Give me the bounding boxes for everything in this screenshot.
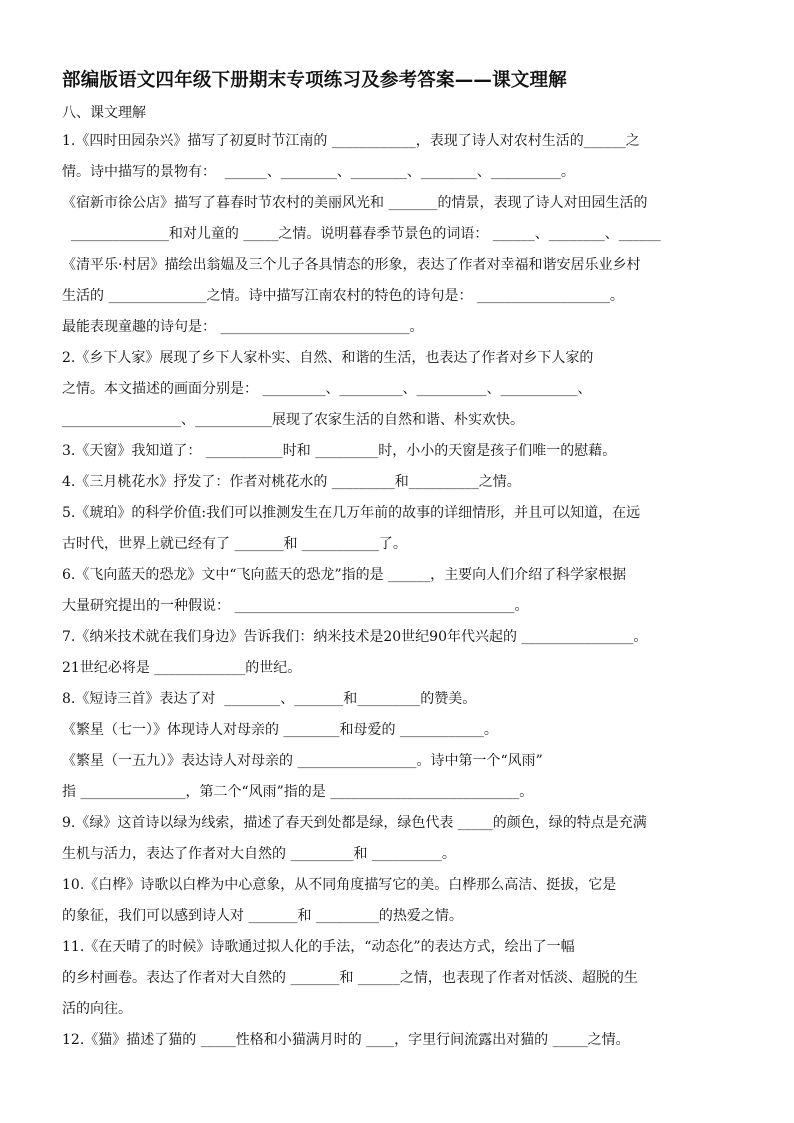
- text-line: 之情。本文描述的画面分别是： _________、_________、__________、___________、: [62, 381, 592, 397]
- text-line: ______________和对儿童的 _____之情。说明暮春季节景色的词语： ______、________、______: [62, 226, 661, 242]
- text-line: 6.《飞向蓝天的恐龙》文中“飞向蓝天的恐龙”指的是 ______，主要向人们介绍了科学家根据: [62, 567, 627, 583]
- text-line: 活的向往。: [62, 1001, 132, 1017]
- text-line: 生活的 ______________之情。诗中描写江南农村的特色的诗句是： ___________________。: [62, 288, 624, 304]
- text-line: 《清平乐·村居》描绘出翁媪及三个儿子各具情态的形象，表达了作者对幸福和谐安居乐业乡村: [62, 257, 641, 273]
- text-line: 《繁星（一五九）》表达诗人对母亲的 _________________。诗中第一个“风雨”: [62, 753, 543, 769]
- text-line: 5.《琥珀》的科学价值:我们可以推测发生在几万年前的故事的详细情形，并且可以知道，在远: [62, 505, 641, 521]
- document-page: [62, 66, 738, 1056]
- document-title: 部编版语文四年级下册期末专项练习及参考答案——课文理解: [62, 70, 567, 91]
- text-line: 古时代，世界上就已经有了 _______和 ___________了。: [62, 536, 407, 552]
- text-line: 12.《猫》描述了猫的 _____性格和小猫满月时的 ____，字里行间流露出对猫的 _____之情。: [62, 1032, 630, 1048]
- text-line: 生机与活力，表达了作者对大自然的 _________和 __________。: [62, 846, 456, 862]
- text-line: 11.《在天晴了的时候》诗歌通过拟人化的手法，“动态化”的表达方式，绘出了一幅: [62, 939, 575, 955]
- text-line: 大量研究提出的一种假说： ________________________________________。: [62, 598, 529, 614]
- text-line: 21世纪必将是 _____________的世纪。: [62, 660, 302, 676]
- text-line: 10.《白桦》诗歌以白桦为中心意象，从不同角度描写它的美。白桦那么高洁、挺拔，它是: [62, 877, 617, 893]
- text-line: 1.《四时田园杂兴》描写了初夏时节江南的 ____________，表现了诗人对农村生活的______之: [62, 133, 640, 149]
- text-line: 《宿新市徐公店》描写了暮春时节农村的美丽风光和 _______的情景，表现了诗人对田园生活的: [62, 195, 648, 211]
- text-line: _________________、___________展现了农家生活的自然和谐、朴实欢快。: [62, 412, 524, 428]
- text-line: 3.《天窗》我知道了： ___________时和 _________时，小小的天窗是孩子们唯一的慰藉。: [62, 443, 617, 459]
- text-line: 9.《绿》这首诗以绿为线索，描述了春天到处都是绿，绿色代表 _____的颜色，绿的特点是充满: [62, 815, 647, 831]
- section-heading: 八、课文理解: [62, 105, 146, 121]
- text-line: 情。诗中描写的景物有： ______、________、________、________、__________。: [62, 164, 575, 180]
- text-line: 4.《三月桃花水》抒发了：作者对桃花水的 _________和__________之情。: [62, 474, 521, 490]
- text-line: 的乡村画卷。表达了作者对大自然的 _______和 ______之情，也表现了作者对恬淡、超脱的生: [62, 970, 638, 986]
- text-line: 7.《纳米技术就在我们身边》告诉我们：纳米技术是20世纪90年代兴起的 ________________。: [62, 629, 648, 645]
- text-line: 8.《短诗三首》表达了对 ________、_______和_________的赞美。: [62, 691, 477, 707]
- text-line: 《繁星（七一）》体现诗人对母亲的 ________和母爱的 ____________。: [62, 722, 498, 738]
- text-line: 指 _______________，第二个“风雨”指的是 ___________________________。: [62, 784, 534, 800]
- text-line: 的象征，我们可以感到诗人对 _______和 _________的热爱之情。: [62, 908, 463, 924]
- text-line: 2.《乡下人家》展现了乡下人家朴实、自然、和谐的生活，也表达了作者对乡下人家的: [62, 350, 594, 366]
- text-line: 最能表现童趣的诗句是： ___________________________。: [62, 319, 424, 335]
